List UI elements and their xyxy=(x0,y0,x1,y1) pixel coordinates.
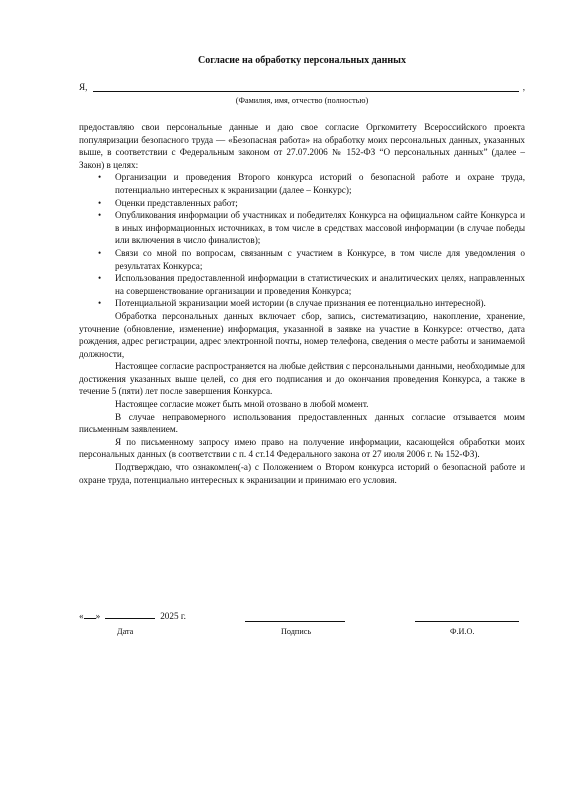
list-item xyxy=(79,171,525,196)
bullet-icon: • xyxy=(98,298,102,309)
signature-input-line[interactable] xyxy=(245,621,345,622)
document-body xyxy=(79,121,525,486)
day-input-line[interactable] xyxy=(84,609,96,619)
bullet-icon: • xyxy=(98,197,102,208)
ya-label: Я, xyxy=(79,82,88,92)
signature-caption: Подпись xyxy=(281,627,312,636)
confirmation-paragraph: Подтверждаю, что ознакомлен(-а) с Положением о Втором конкурса историй о безопасной работе и охране труда, потенциально интересных к экранизации и принимаю его условия. xyxy=(79,462,525,485)
list-item-text: Использования предоставленной информации в статистических и аналитических целях, направленных на совершенствование организации и проведения Конкурса; xyxy=(115,273,525,296)
open-quote: « xyxy=(79,611,84,621)
list-item xyxy=(79,297,525,310)
purposes-list xyxy=(79,171,525,310)
fio-caption: Ф.И.О. xyxy=(450,627,475,636)
bullet-icon: • xyxy=(98,247,102,258)
list-item-text: Потенциальной экранизации моей истории (в случае признания ее потенциально интересной). xyxy=(115,298,486,309)
fio-input-line[interactable] xyxy=(415,621,519,622)
month-input-line[interactable] xyxy=(105,609,155,619)
bullet-icon: • xyxy=(98,172,102,183)
list-item-text: Организации и проведения Второго конкурса историй о безопасной работе и охране труда, потенциально интересных к экранизации (далее – Конкурс); xyxy=(115,172,525,195)
name-line xyxy=(79,81,525,95)
list-item xyxy=(79,209,525,247)
list-item-text: Оценки представленных работ; xyxy=(115,197,238,208)
document-title: Согласие на обработку персональных данных xyxy=(197,55,406,66)
revocation-paragraph: Настоящее согласие может быть мной отозвано в любой момент. xyxy=(115,399,369,410)
year-text: 2025 г. xyxy=(160,611,186,621)
processing-paragraph: Обработка персональных данных включает сбор, запись, систематизацию, накопление, хранение, уточнение (обновление, изменение) информация, указанной в заявке на участие в Конкурсе: отчество, дата рождения, адрес регистрации, адрес электронной почты, номер телефона, сведения о месте работы и занимаемой должности, xyxy=(79,310,525,359)
list-item xyxy=(79,247,525,272)
list-item-text: Связи со мной по вопросам, связанным с участием в Конкурсе, в том числе для уведомления о результатах Конкурса; xyxy=(115,247,525,271)
scope-paragraph: Настоящее согласие распространяется на любые действия с персональными данными, необходимые для достижения указанных выше целей, со дня его подписания и до окончания проведения Конкурса, а также в течение 5 (пяти) лет после завершения Конкурса. xyxy=(79,361,525,397)
date-caption: Дата xyxy=(117,627,134,636)
bullet-icon: • xyxy=(98,273,102,284)
date-field[interactable] xyxy=(79,609,186,623)
name-line-comma: , xyxy=(522,82,525,92)
list-item xyxy=(79,197,525,210)
name-input-line[interactable] xyxy=(93,91,519,92)
fio-hint: (Фамилия, имя, отчество (полностью) xyxy=(235,96,369,105)
list-item xyxy=(79,272,525,297)
close-quote: » xyxy=(95,611,101,621)
list-item-text: Опубликования информации об участниках и победителях Конкурса на официальном сайте Конкурса и в иных информационных источниках, в том числе в средствах массовой информации (в случае победы или включения в число финалистов); xyxy=(115,210,525,246)
rights-paragraph: Я по письменному запросу имею право на получение информации, касающейся обработки моих персональных данных (в соответствии с п. 4 ст.14 Федерального закона от 27 июля 2006 г. № 152-ФЗ). xyxy=(79,436,525,460)
signature-block xyxy=(79,609,525,639)
intro-paragraph: предоставляю свои персональные данные и даю свое согласие Оргкомитету Всероссийского проекта популяризации безопасного труда — «Безопасная работа» на обработку моих персональных данных, указанных выше, в соответствии с Федеральным законом от 27.07.2006 № 152-ФЗ “О персональных данных” (далее – Закон) в целях: xyxy=(79,122,525,170)
bullet-icon: • xyxy=(98,210,102,221)
misuse-paragraph: В случае неправомерного использования предоставленных данных согласие отзывается моим письменным заявлением. xyxy=(79,411,525,435)
